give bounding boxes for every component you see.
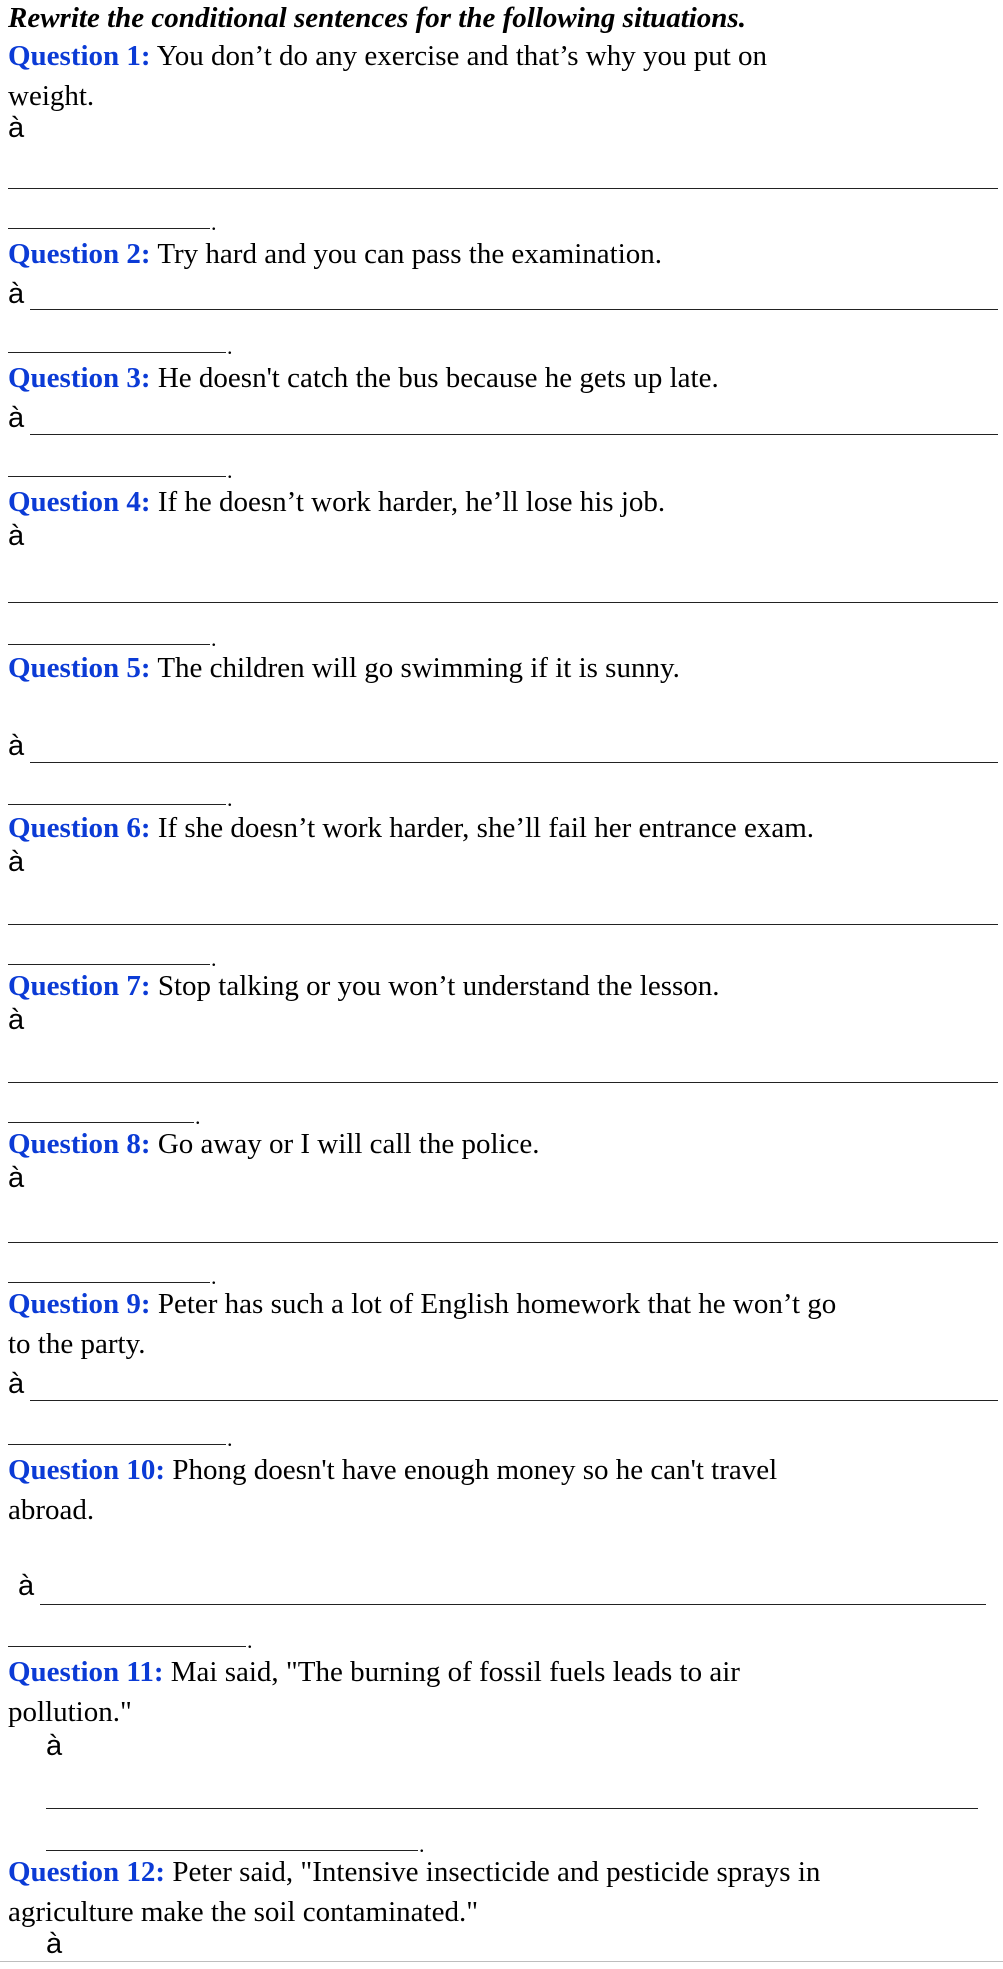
answer-line-end[interactable] [8, 352, 226, 353]
period-mark: . [227, 334, 233, 359]
answer-line-end[interactable] [8, 644, 210, 645]
answer-line[interactable] [8, 1242, 998, 1243]
arrow-icon: à [46, 1730, 63, 1762]
question-text: Peter said, "Intensive insecticide and pesticide sprays in [165, 1856, 821, 1888]
answer-line-end[interactable] [8, 1122, 194, 1123]
arrow-icon: à [8, 1162, 25, 1194]
answer-line[interactable] [30, 434, 998, 435]
period-mark: . [211, 946, 217, 971]
question-text-continued: abroad. [8, 1494, 95, 1526]
question-4 [8, 486, 665, 519]
question-label: Question 10: [8, 1454, 166, 1486]
question-5 [8, 652, 680, 685]
question-9 [8, 1288, 836, 1321]
period-mark: . [227, 1426, 233, 1451]
period-mark: . [227, 458, 233, 483]
period-mark: . [419, 1832, 425, 1857]
question-11 [8, 1656, 740, 1689]
question-text: Mai said, "The burning of fossil fuels leads to air [163, 1656, 740, 1688]
arrow-icon: à [8, 846, 25, 878]
question-text-continued: weight. [8, 80, 95, 112]
arrow-icon: à [18, 1570, 35, 1602]
answer-line[interactable] [8, 1082, 998, 1083]
answer-line-end[interactable] [8, 1282, 210, 1283]
answer-line[interactable] [8, 602, 998, 603]
question-label: Question 11: [8, 1656, 164, 1688]
answer-line[interactable] [40, 1604, 986, 1605]
question-label: Question 4: [8, 486, 151, 518]
question-label: Question 1: [8, 40, 151, 72]
question-label: Question 12: [8, 1856, 166, 1888]
answer-line-end[interactable] [8, 476, 226, 477]
period-mark: . [227, 786, 233, 811]
question-1 [8, 40, 767, 73]
answer-line-end[interactable] [8, 804, 226, 805]
period-mark: . [211, 626, 217, 651]
arrow-icon: à [8, 520, 25, 552]
period-mark: . [211, 210, 217, 235]
question-text: You don’t do any exercise and that’s why you put on [150, 40, 768, 72]
period-mark: . [247, 1628, 253, 1653]
question-12 [8, 1856, 820, 1889]
arrow-icon: à [8, 112, 25, 144]
arrow-icon: à [8, 730, 25, 762]
answer-line-end[interactable] [46, 1850, 418, 1851]
worksheet-title: Rewrite the conditional sentences for the following situations. [8, 2, 746, 34]
answer-line[interactable] [8, 188, 998, 189]
answer-line-end[interactable] [8, 228, 210, 229]
arrow-icon: à [8, 278, 25, 310]
question-label: Question 5: [8, 652, 151, 684]
question-label: Question 3: [8, 362, 151, 394]
period-mark: . [211, 1264, 217, 1289]
answer-line[interactable] [8, 924, 998, 925]
question-8 [8, 1128, 540, 1161]
arrow-icon: à [8, 402, 25, 434]
answer-line-end[interactable] [8, 964, 210, 965]
answer-line[interactable] [30, 762, 998, 763]
question-10 [8, 1454, 777, 1487]
question-label: Question 7: [8, 970, 151, 1002]
question-label: Question 8: [8, 1128, 151, 1160]
question-text-continued: pollution." [8, 1696, 132, 1728]
question-text: Stop talking or you won’t understand the lesson. [150, 970, 720, 1002]
arrow-icon: à [8, 1004, 25, 1036]
arrow-icon: à [46, 1928, 63, 1960]
question-text-continued: to the party. [8, 1328, 146, 1360]
question-6 [8, 812, 814, 845]
arrow-icon: à [8, 1368, 25, 1400]
answer-line[interactable] [30, 1400, 998, 1401]
answer-line-end[interactable] [8, 1646, 246, 1647]
question-label: Question 6: [8, 812, 151, 844]
question-text: Go away or I will call the police. [150, 1128, 540, 1160]
question-label: Question 9: [8, 1288, 151, 1320]
question-text: Phong doesn't have enough money so he can't travel [165, 1454, 778, 1486]
question-text: If he doesn’t work harder, he’ll lose his job. [150, 486, 666, 518]
question-text: The children will go swimming if it is sunny. [150, 652, 680, 684]
page-divider [0, 1961, 1003, 1962]
answer-line[interactable] [46, 1808, 978, 1809]
question-text-continued: agriculture make the soil contaminated." [8, 1896, 479, 1928]
question-text: He doesn't catch the bus because he gets up late. [150, 362, 719, 394]
question-2 [8, 238, 662, 271]
question-label: Question 2: [8, 238, 151, 270]
question-text: Try hard and you can pass the examination. [150, 238, 663, 270]
period-mark: . [195, 1104, 201, 1129]
question-text: Peter has such a lot of English homework that he won’t go [150, 1288, 837, 1320]
answer-line[interactable] [30, 309, 998, 310]
question-3 [8, 362, 719, 395]
question-7 [8, 970, 720, 1003]
answer-line-end[interactable] [8, 1444, 226, 1445]
question-text: If she doesn’t work harder, she’ll fail her entrance exam. [150, 812, 815, 844]
